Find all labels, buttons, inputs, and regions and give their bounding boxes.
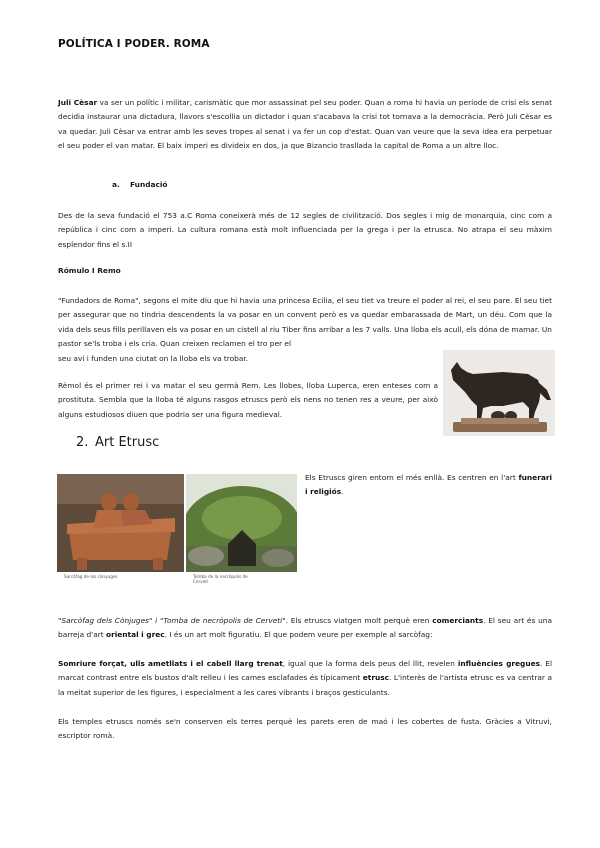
romulo-p1-main: "Fundadors de Roma", segons el mite diu que hi havia una princesa Ecilia, el seu tiet va treure el poder al rei, el seu pare. El seu tiet per assegurar que no tindria descendents la va posar en un convent però es va quedar embarassada de Mart, un déu. Com que la vida dels seus fills perillaven els va posar en un cistell al riu Tiber fins arribar a les 7 valls. Una lloba els acull, els dóna de mamar. Un pastor se'ls troba i els cria. Quan creixen reclamen el tro per el	[58, 296, 552, 349]
romulo-heading: Rómulo I Remo	[58, 266, 121, 275]
somriure-bold-2: influències gregues	[457, 659, 541, 668]
tomb-image	[186, 474, 297, 572]
romulo-paragraph-2: Rèmol és el primer rei i va matar el seu germà Rem. Les llobes, lloba Luperca, eren enteses com a prostituta. Sembla que la lloba té alguns rasgos etruscs però els nens no tenen res a veure, per això alguns estudiosos diuen que podria ser una figura medieval.	[58, 381, 438, 419]
section-2-title: Art Etrusc	[95, 435, 160, 450]
romulo-p1-end: seu avi i funden una ciutat on la lloba els va trobar.	[58, 353, 249, 363]
tomb-caption: Tomba de la necròpolis de Cerveti	[193, 574, 248, 584]
page-title: POLÍTICA I PODER. ROMA	[58, 38, 210, 50]
etrusc-intro-paragraph	[305, 471, 552, 500]
sarcophagus-image	[57, 474, 184, 572]
somriure-text-1: , igual que la forma dels peus del llit, revelen	[282, 659, 458, 668]
section-a-heading	[112, 180, 167, 189]
section-a-paragraph: Des de la seva fundació el 753 a.C Roma coneixerà més de 12 segles de civilització. Dos segles i mig de monarquia, cinc com a república i cinc com a imperi. La cultura romana està molt influenciada per la grega i per la etrusca. No atrapa el seu màxim esplendor fins el s.II	[58, 211, 552, 249]
sarcofag-paragraph	[58, 614, 552, 643]
section-2-heading	[76, 435, 159, 450]
sarcofag-text-3: . I és un art molt figuratiu. El que podem veure per exemple al sarcòfag:	[164, 630, 433, 640]
section-a-title: Fundació	[130, 180, 168, 189]
section-a-number: a.	[112, 180, 120, 189]
intro-text: va ser un polític i militar, carismàtic que mor assassinat pel seu poder. Quan a roma hi havia un període de crisi els senat decidia instaurar una dictadura, llavors s'escollia un dictador i quan s'acabava la crisi tot tornava a la democràcia. Però Juli Cèsar es va quedar. Juli Cèsar va entrar amb les seves tropes al senat i va fer un cop d'estat. Quan van veure que la seva idea era perpetuar el seu poder el van matar. El baix imperi es divideix en dos, ja que Bizancio trasllada la capital de Roma a un altre lloc.	[58, 98, 552, 151]
intro-paragraph	[58, 96, 552, 154]
sarcofag-text-1: . Els etruscs viatgen molt perquè eren	[285, 616, 433, 625]
section-2-number: 2.	[76, 435, 89, 450]
intro-name: Juli Cèsar	[58, 98, 98, 107]
sarcofag-bold-2: oriental i grec	[106, 630, 165, 640]
sarcophagus-caption: Sarcòfag de los cònyuges	[64, 574, 118, 579]
etrusc-intro-end: .	[341, 487, 344, 497]
somriure-text-2: . El marcat contrast entre els bustos d'alt relleu i les cames esclafades és típicament	[58, 659, 553, 683]
somriure-bold-1: Somriure forçat, ulls ametllats i el cabell llarg trenat	[58, 659, 283, 668]
temples-paragraph: Els temples etruscs només se'n conserven els terres perquè les parets eren de maó i les cobertes de fusta. Gràcies a Vitruvi, escriptor romà.	[58, 717, 552, 741]
somriure-paragraph	[58, 657, 552, 700]
somriure-text-3: . L'interès de l'artista etrusc es va centrar a la meitat superior de les figures, i especialment a les cares vibrants i braços gesticulants.	[58, 673, 552, 697]
etrusc-intro-text: Els Etruscs giren entorn el més enllà. Es centren en l'art	[305, 473, 519, 482]
etrusc-intro-bold: funerari i religiós	[305, 473, 552, 497]
sarcofag-bold-1: comerciants	[432, 616, 484, 625]
somriure-bold-3: etrusc	[362, 673, 390, 683]
capitoline-wolf-image	[443, 350, 555, 436]
artwork-titles: "Sarcòfag dels Cònjuges" i "Tomba de necròpolis de Cerveti"	[58, 616, 286, 625]
sarcofag-text-2: . El seu art és una barreja d'art	[58, 616, 552, 640]
